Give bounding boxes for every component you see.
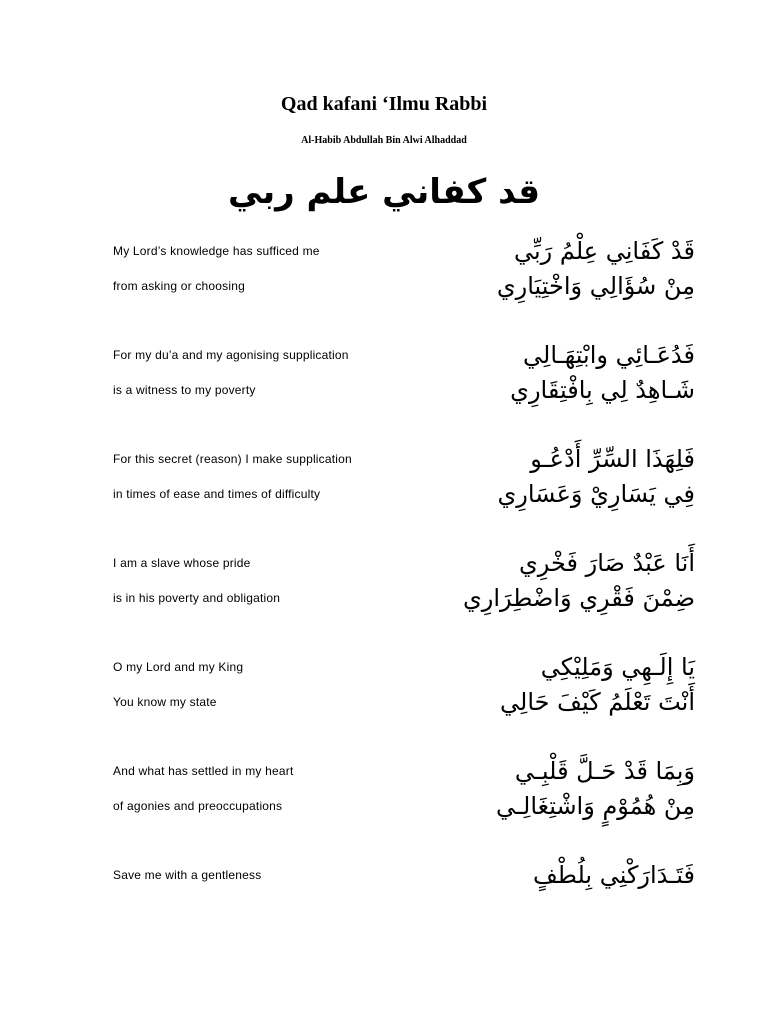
english-translation: O my Lord and my King — [113, 659, 244, 674]
stanza-1 — [0, 233, 768, 303]
english-translation: And what has settled in my heart — [113, 763, 294, 778]
english-translation: in times of ease and times of difficulty — [113, 486, 321, 501]
english-translation: of agonies and preoccupations — [113, 798, 283, 813]
verse-line — [0, 580, 768, 615]
english-translation: For my du’a and my agonising supplication — [113, 347, 349, 362]
document-title: Qad kafani ‘Ilmu Rabbi — [280, 93, 488, 115]
verse-line — [0, 268, 768, 303]
verse-line — [0, 649, 768, 684]
arabic-verse: وَبِمَا قَدْ حَـلَّ قَلْبِـي — [514, 756, 695, 785]
arabic-verse: مِنْ هُمُوْمٍ وَاشْتِغَالِـي — [495, 791, 695, 820]
verse-line — [0, 684, 768, 719]
arabic-verse: أَنْتَ تَعْلَمُ كَيْفَ حَالِي — [500, 687, 695, 716]
stanza-3 — [0, 441, 768, 511]
arabic-verse: فَدُعَـائِي وابْتِهَـالِي — [523, 340, 695, 369]
stanza-4 — [0, 545, 768, 615]
arabic-verse: ضِمْنَ فَقْرِي وَاضْطِرَارِي — [462, 583, 695, 612]
english-translation: Save me with a gentleness — [113, 867, 262, 882]
english-translation: is in his poverty and obligation — [113, 590, 281, 605]
verse-line — [0, 233, 768, 268]
arabic-verse: فَلِهَذَا السِّرِّ أَدْعُـو — [530, 444, 695, 473]
verse-line — [0, 753, 768, 788]
english-translation: My Lord’s knowledge has sufficed me — [113, 243, 320, 258]
arabic-verse: فِي يَسَارِيْ وَعَسَارِي — [497, 479, 695, 508]
verse-line — [0, 857, 768, 892]
english-translation: from asking or choosing — [113, 278, 245, 293]
english-translation: For this secret (reason) I make supplication — [113, 451, 352, 466]
verse-line — [0, 337, 768, 372]
arabic-verse: أَنَا عَبْدٌ صَارَ فَخْرِي — [519, 548, 695, 577]
arabic-verse: يَا إِلَـهِي وَمَلِيْكِي — [540, 652, 695, 681]
arabic-verse: شَـاهِدٌ لِي بِافْتِقَارِي — [510, 375, 695, 404]
arabic-title: قد كفاني علم ربي — [227, 172, 541, 212]
verse-line — [0, 372, 768, 407]
english-translation: You know my state — [113, 694, 217, 709]
stanza-6 — [0, 753, 768, 823]
arabic-verse: فَتَـدَارَكْنِي بِلُطْفٍ — [532, 860, 695, 889]
english-translation: I am a slave whose pride — [113, 555, 251, 570]
stanza-5 — [0, 649, 768, 719]
verse-line — [0, 788, 768, 823]
verse-line — [0, 476, 768, 511]
arabic-verse: مِنْ سُؤَالِي وَاخْتِيَارِي — [496, 271, 695, 300]
verse-line — [0, 441, 768, 476]
stanza-2 — [0, 337, 768, 407]
author-line: Al-Habib Abdullah Bin Alwi Alhaddad — [301, 135, 467, 146]
verse-line — [0, 545, 768, 580]
english-translation: is a witness to my poverty — [113, 382, 256, 397]
arabic-verse: قَدْ كَفَانِي عِلْمُ رَبِّي — [513, 236, 695, 265]
stanza-7 — [0, 857, 768, 892]
